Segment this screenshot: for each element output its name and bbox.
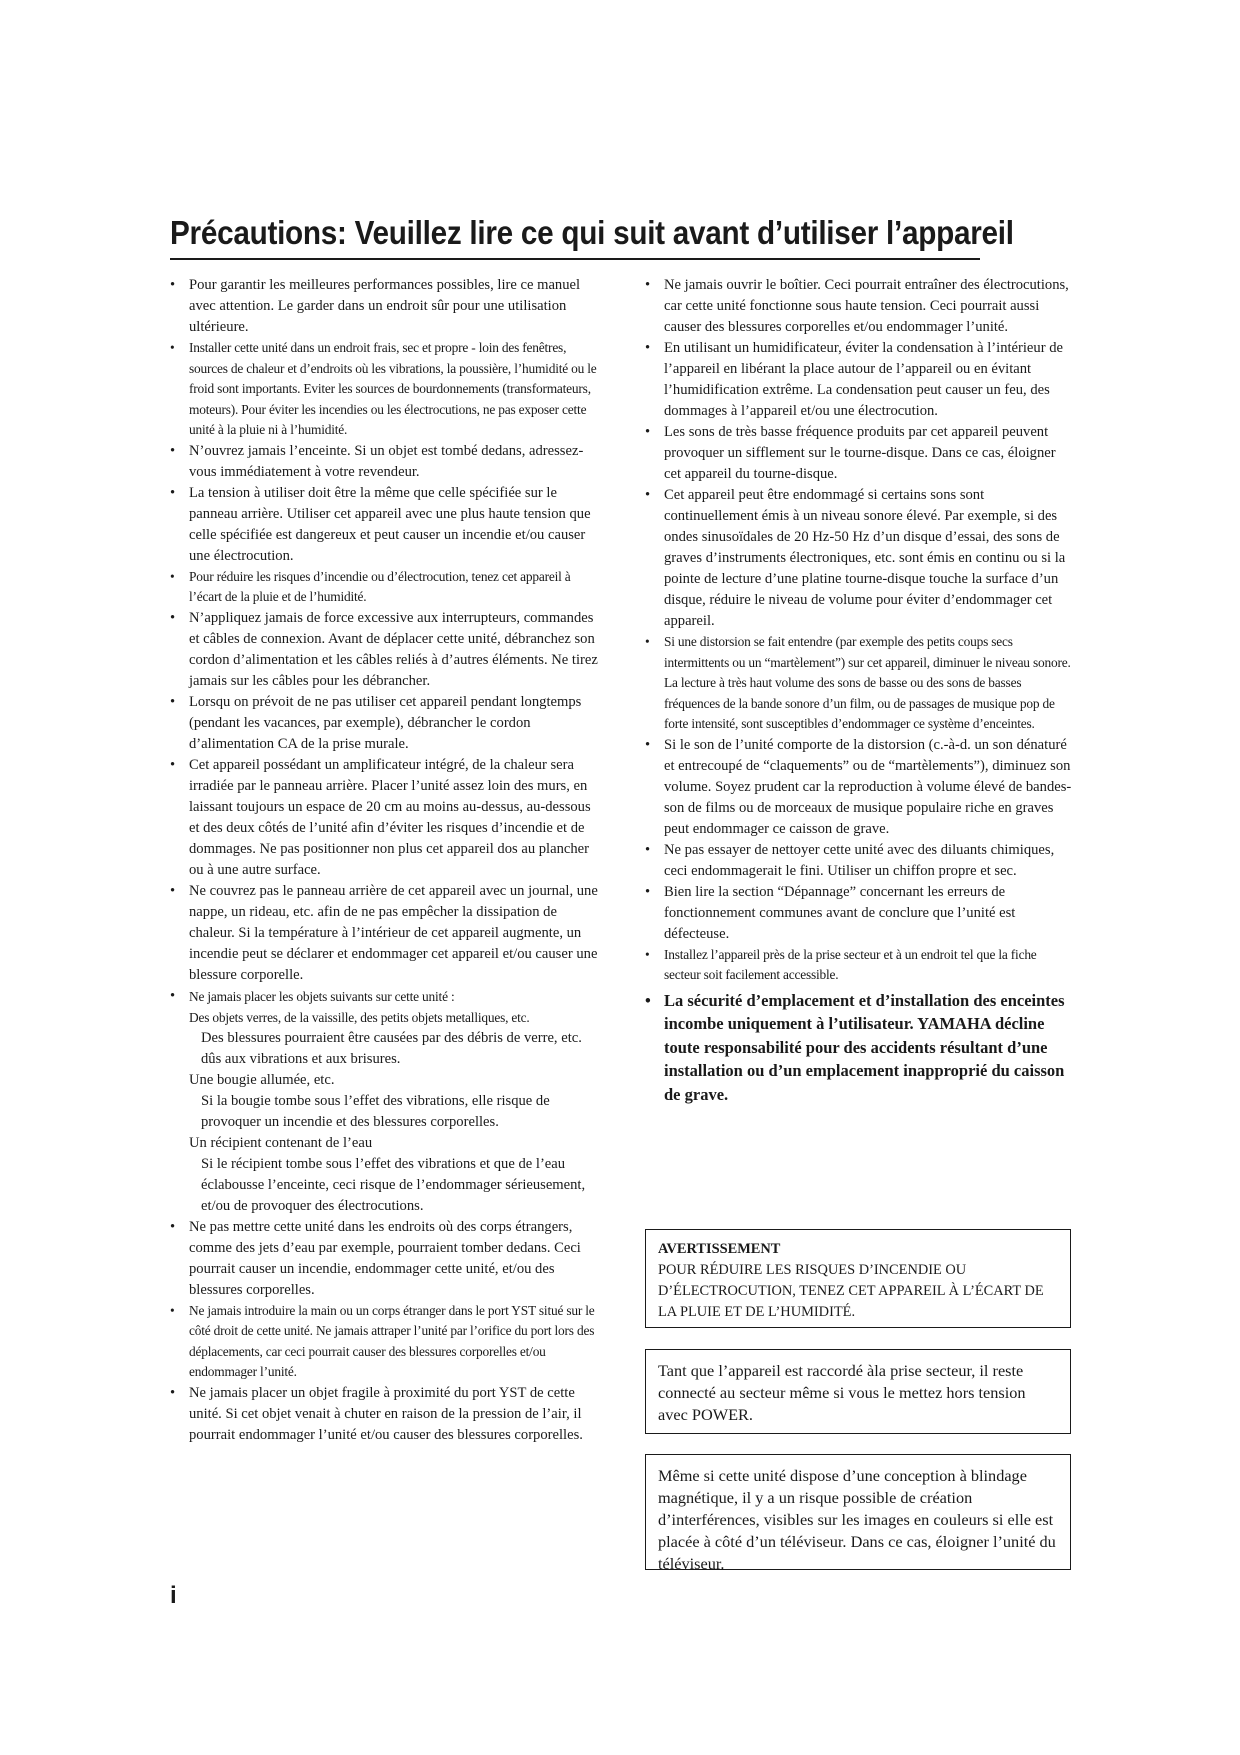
responsibility-notice: • La sécurité d’emplacement et d’installation des enceintes incombe uniquement à l’utilisateur. YAMAHA décline toute responsabilité pour des accidents résultant d’une installation ou d’un emplacement inapproprié du caisson de grave. — [645, 989, 1075, 1107]
list-item: • Installez l’appareil près de la prise secteur et à un endroit tel que la fiche secteur soit facilement accessible. — [645, 945, 1075, 986]
list-item: • N’appliquez jamais de force excessive aux interrupteurs, commandes et câbles de connexion. Avant de déplacer cette unité, débranchez son cordon d’alimentation et les câbles reliés à d’autres éléments. Ne tirez jamais sur les câbles pour les débrancher. — [170, 608, 600, 692]
list-item: • Installer cette unité dans un endroit frais, sec et propre - loin des fenêtres, sources de chaleur et d’endroits où les vibrations, la poussière, l’humidité ou le froid sont importants. Eviter les sources de bourdonnements (transformateurs, moteurs). Pour éviter les incendies ou les électrocutions, ne pas exposer cette unité à la pluie ni à l’humidité. — [170, 338, 600, 441]
list-item: • Ne jamais placer un objet fragile à proximité du port YST de cette unité. Si cet objet venait à chuter en raison de la pression de l’air, il pourrait endommager l’unité et/ou causer des blessures corporelles. — [170, 1383, 600, 1446]
list-item: • Cet appareil possédant un amplificateur intégré, de la chaleur sera irradiée par le panneau arrière. Placer l’unité assez loin des murs, en laissant toujours un espace de 20 cm au moins au-dessus, au-dessous et des deux côtés de l’unité afin d’éviter les risques d’incendie et de dommages. Ne pas positionner non plus cet appareil dos au plancher ou à une autre surface. — [170, 755, 600, 881]
list-item: • Pour garantir les meilleures performances possibles, lire ce manuel avec attention. Le garder dans un endroit sûr pour une utilisation ultérieure. — [170, 275, 600, 338]
warning-text: POUR RÉDUIRE LES RISQUES D’INCENDIE OU D’ÉLECTROCUTION, TENEZ CET APPAREIL À L’ÉCART DE LA PLUIE ET DE L’HUMIDITÉ. — [658, 1262, 1044, 1320]
tv-interference-box: Même si cette unité dispose d’une conception à blindage magnétique, il y a un risque possible de création d’interférences, visibles sur les images en couleurs si elle est placée à côté d’un téléviseur. Dans ce cas, éloigner l’unité du téléviseur. — [645, 1454, 1071, 1570]
warning-box — [645, 1229, 1071, 1328]
list-item: • Ne jamais ouvrir le boîtier. Ceci pourrait entraîner des électrocutions, car cette unité fonctionne sous haute tension. Ceci pourrait aussi causer des blessures corporelles et/ou endommager l’unité. — [645, 275, 1075, 338]
list-item: • Lorsqu on prévoit de ne pas utiliser cet appareil pendant longtemps (pendant les vacances, par exemple), débrancher le cordon d’alimentation CA de la prise murale. — [170, 692, 600, 755]
left-precautions-list — [170, 275, 600, 1446]
page-number: i — [170, 1582, 177, 1609]
list-item: • Ne pas mettre cette unité dans les endroits où des corps étrangers, comme des jets d’eau par exemple, pourraient tomber dedans. Ceci pourrait causer un incendie, endommager cette unité, et/ou des blessures corporelles. — [170, 1217, 600, 1301]
glass-objects-text: Des blessures pourraient être causées par des débris de verre, etc. dûs aux vibrations et aux brisures. — [201, 1029, 582, 1067]
list-item: • Ne couvrez pas le panneau arrière de cet appareil avec un journal, une nappe, un rideau, etc. afin de ne pas empêcher la dissipation de chaleur. Si la température à l’intérieur de cet appareil augmente, un incendie peut se déclarer et endommager cet appareil et/ou causer une blessure corporelle. — [170, 881, 600, 986]
page-title: Précautions: Veuillez lire ce qui suit avant d’utiliser l’appareil — [170, 214, 980, 260]
warning-title: AVERTISSEMENT — [658, 1241, 781, 1257]
water-container-heading: Un récipient contenant de l’eau — [189, 1134, 373, 1151]
candle-heading: Une bougie allumée, etc. — [189, 1071, 335, 1088]
list-item: • En utilisant un humidificateur, éviter la condensation à l’intérieur de l’appareil en libérant la place autour de l’appareil ou en évitant l’humidification extrême. La condensation peut causer un feu, des dommages à l’appareil et/ou une électrocution. — [645, 338, 1075, 422]
list-item: • La tension à utiliser doit être la même que celle spécifiée sur le panneau arrière. Utiliser cet appareil avec une plus haute tension que celle spécifiée est dangereux et peut causer un incendie et/ou causer une électrocution. — [170, 483, 600, 567]
list-item: • Si le son de l’unité comporte de la distorsion (c.-à-d. un son dénaturé et entrecoupé de “claquements” ou de “martèlements”), diminuez son volume. Soyez prudent car la reproduction à volume élevé de bandes-son de films ou de morceaux de musique populaire riche en graves peut endommager ce caisson de grave. — [645, 735, 1075, 840]
right-precautions-list — [645, 275, 1075, 1106]
power-notice-box: Tant que l’appareil est raccordé àla prise secteur, il reste connecté au secteur même si vous le mettez hors tension avec POWER. — [645, 1349, 1071, 1434]
list-item: • Ne jamais introduire la main ou un corps étranger dans le port YST situé sur le côté droit de cette unité. Ne jamais attraper l’unité par l’orifice du port lors des déplacements, car ceci pourrait causer des blessures corporelles et/ou endommager l’unité. — [170, 1301, 600, 1383]
list-item: • N’ouvrez jamais l’enceinte. Si un objet est tombé dedans, adressez-vous immédiatement à votre revendeur. — [170, 441, 600, 483]
list-item: • Si une distorsion se fait entendre (par exemple des petits coups secs intermittents ou un “martèlement”) sur cet appareil, diminuer le niveau sonore. La lecture à très haut volume des sons de basse ou des sons de basses fréquences de la bande sonore d’un film, ou de passages de musique pop de forte intensité, sont susceptibles d’endommager ce système d’enceintes. — [645, 632, 1075, 735]
list-item: • Les sons de très basse fréquence produits par cet appareil peuvent provoquer un sifflement sur le tourne-disque. Dans ce cas, éloigner cet appareil du tourne-disque. — [645, 422, 1075, 485]
objects-intro: • Ne jamais placer les objets suivants sur cette unité : — [189, 988, 455, 1004]
glass-objects-heading: Des objets verres, de la vaissille, des petits objets metalliques, etc. — [189, 1009, 530, 1025]
candle-text: Si la bougie tombe sous l’effet des vibrations, elle risque de provoquer un incendie et des blessures corporelles. — [201, 1092, 550, 1130]
list-item: • Pour réduire les risques d’incendie ou d’électrocution, tenez cet appareil à l’écart de la pluie et de l’humidité. — [170, 567, 600, 608]
list-item: • Bien lire la section “Dépannage” concernant les erreurs de fonctionnement communes avant de conclure que l’unité est défecteuse. — [645, 882, 1075, 945]
list-item: • Cet appareil peut être endommagé si certains sons sont continuellement émis à un niveau sonore élevé. Par exemple, si des ondes sinusoïdales de 20 Hz-50 Hz d’un disque d’essai, des sons de graves d’instruments électroniques, etc. sont émis en continu ou si la pointe de lecture d’une platine tourne-disque touche la surface d’un disque, réduire le niveau de volume pour éviter d’endommager cet appareil. — [645, 485, 1075, 632]
water-container-text: Si le récipient tombe sous l’effet des vibrations et que de l’eau éclabousse l’enceinte, ceci risque de l’endommager sérieusement, et/ou de provoquer des électrocutions. — [201, 1155, 586, 1214]
objects-list-item — [170, 986, 600, 1217]
list-item: • Ne pas essayer de nettoyer cette unité avec des diluants chimiques, ceci endommagerait le fini. Utiliser un chiffon propre et sec. — [645, 840, 1075, 882]
